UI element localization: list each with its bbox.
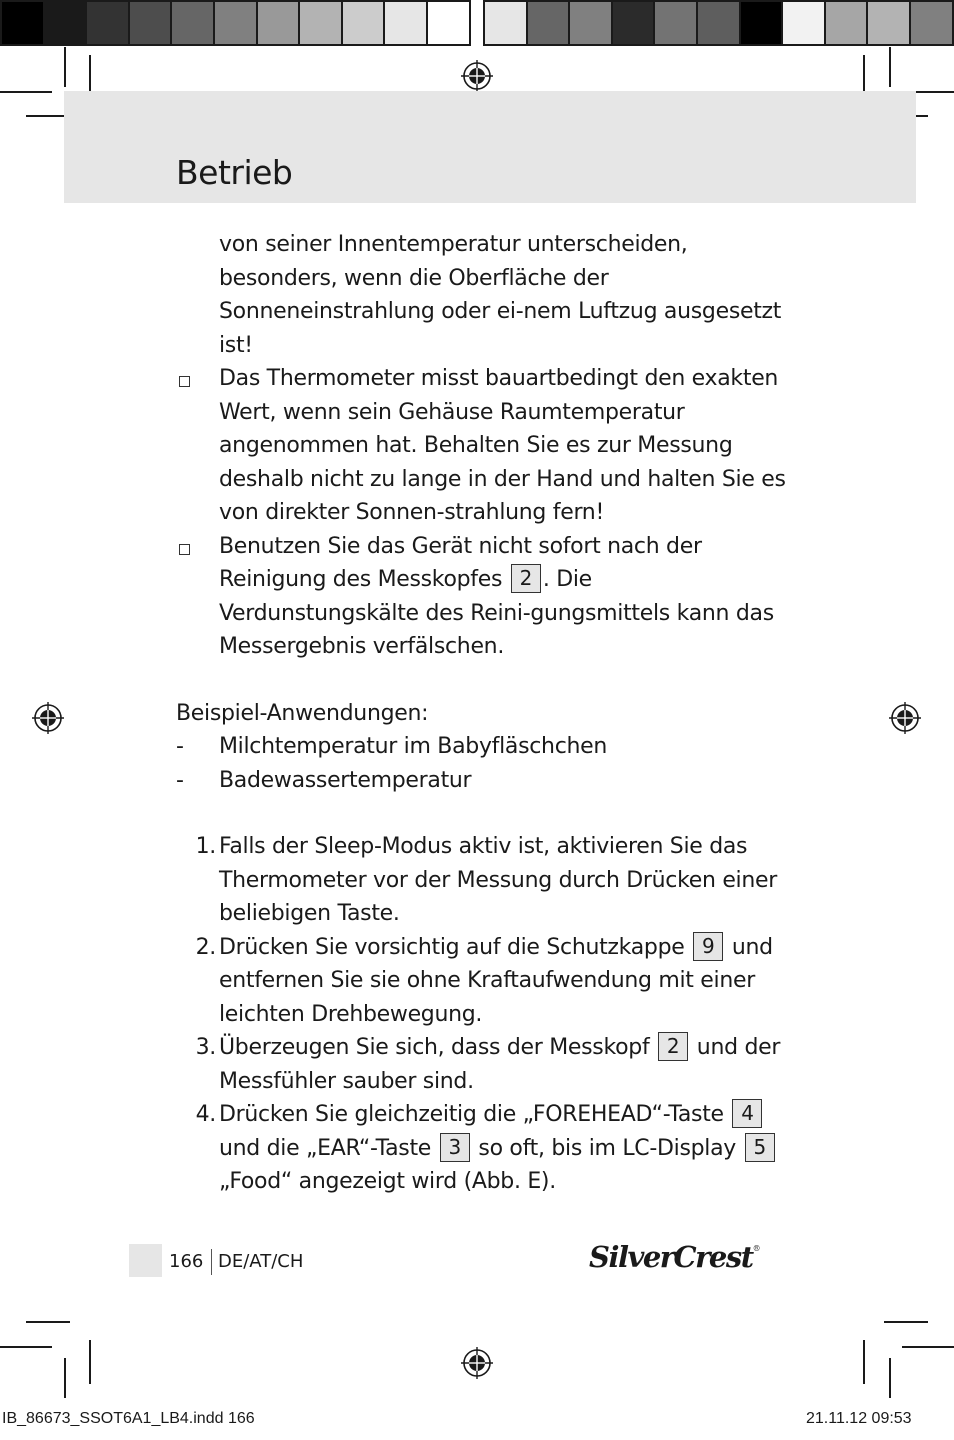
- step-text: Drücken Sie vorsichtig auf die Schutzkappe: [219, 934, 685, 960]
- brand-logo: [589, 1240, 759, 1274]
- step-number: 3.: [195, 1035, 216, 1060]
- crop-mark: [0, 1346, 52, 1348]
- bullet-text: . Die Verdunstungskälte des Reini-gungsmittels kann das Messergebnis verfälschen.: [219, 567, 774, 659]
- color-swatch: [570, 0, 613, 46]
- registration-mark-icon: [32, 702, 64, 734]
- color-swatch: [428, 0, 471, 46]
- color-swatch: [258, 0, 301, 46]
- bullet-text: Benutzen Sie das Gerät nicht sofort nach der Reinigung des Messkopfes: [219, 533, 702, 592]
- color-swatch: [172, 0, 215, 46]
- part-reference-badge: 4: [732, 1099, 762, 1128]
- color-bar-left: [0, 0, 471, 46]
- part-reference-badge: 3: [440, 1133, 470, 1162]
- dash-bullet: -: [176, 734, 184, 759]
- language-codes: DE/AT/CH: [218, 1251, 304, 1272]
- step-item: [176, 830, 786, 931]
- page-number: 166: [169, 1249, 212, 1275]
- examples-heading: Beispiel-Anwendungen:: [176, 700, 429, 726]
- color-swatch: [130, 0, 173, 46]
- print-slug-timestamp: 21.11.12 09:53: [806, 1410, 912, 1427]
- color-swatch: [741, 0, 784, 46]
- color-swatch: [483, 0, 528, 46]
- color-swatch: [385, 0, 428, 46]
- step-text: „Food“ angezeigt wird (Abb. E).: [219, 1169, 556, 1194]
- paragraph-text: von seiner Innentemperatur unterscheiden, besonders, wenn die Oberfläche der Sonneneinstrahlung oder ei-nem Luftzug ausgesetzt ist!: [219, 232, 782, 358]
- crop-mark: [64, 1358, 66, 1398]
- crop-mark: [884, 1321, 928, 1323]
- color-swatch: [655, 0, 698, 46]
- page-title: Betrieb: [176, 153, 293, 192]
- step-text: und entfernen Sie sie ohne Kraftaufwendung mit einer leichten Drehbewegung.: [219, 934, 773, 1027]
- step-number: 1.: [195, 834, 216, 859]
- color-swatch: [528, 0, 571, 46]
- crop-mark: [64, 47, 66, 87]
- step-text: Falls der Sleep-Modus aktiv ist, aktivieren Sie das Thermometer vor der Messung durch Drücken einer beliebigen Taste.: [219, 834, 777, 926]
- example-text: Badewassertemperatur: [219, 767, 472, 793]
- print-slug-file: IB_86673_SSOT6A1_LB4.indd 166: [2, 1410, 255, 1427]
- color-swatch: [868, 0, 911, 46]
- crop-mark: [889, 1358, 891, 1398]
- color-swatch: [0, 0, 45, 46]
- step-number: 2.: [195, 934, 216, 960]
- step-text: Überzeugen Sie sich, dass der Messkopf: [219, 1035, 650, 1060]
- part-reference-badge: 5: [745, 1133, 775, 1162]
- registered-mark: ®: [752, 1244, 760, 1253]
- step-item: [176, 1031, 786, 1098]
- color-swatch: [343, 0, 386, 46]
- example-text: Milchtemperatur im Babyfläschchen: [219, 734, 608, 759]
- crop-mark: [863, 1340, 865, 1384]
- example-item: [176, 764, 786, 798]
- color-swatch: [87, 0, 130, 46]
- color-swatch: [613, 0, 656, 46]
- part-reference-badge: 2: [658, 1032, 688, 1061]
- color-swatch: [911, 0, 954, 46]
- color-swatch: [300, 0, 343, 46]
- registration-mark-icon: [461, 60, 493, 92]
- footer-tab-box: [129, 1244, 162, 1277]
- step-text: so oft, bis im LC-Display: [478, 1135, 736, 1161]
- step-number: 4.: [195, 1102, 216, 1127]
- bullet-text: Das Thermometer misst bauartbedingt den exakten Wert, wenn sein Gehäuse Raumtemperatur angenommen hat. Behalten Sie es zur Messung deshalb nicht zu lange in der Hand und halten Sie es von direkter Sonnen-strahlung fern!: [219, 366, 786, 525]
- step-text: und der Messfühler sauber sind.: [219, 1035, 781, 1094]
- crop-mark: [89, 1340, 91, 1384]
- crop-mark: [889, 47, 891, 87]
- color-swatch: [826, 0, 869, 46]
- crop-mark: [902, 1346, 954, 1348]
- bullet-item: [176, 530, 786, 664]
- part-reference-badge: 9: [693, 932, 723, 961]
- crop-mark: [0, 91, 52, 93]
- crop-mark: [26, 1321, 70, 1323]
- main-content: [176, 228, 786, 1199]
- registration-mark-icon: [461, 1347, 493, 1379]
- color-bar-right: [483, 0, 954, 46]
- paragraph-continuation: [176, 228, 786, 362]
- color-swatch: [783, 0, 826, 46]
- color-swatch: [215, 0, 258, 46]
- bullet-item: [176, 362, 786, 530]
- dash-bullet: -: [176, 767, 184, 793]
- step-item: [176, 1098, 786, 1199]
- step-item: [176, 931, 786, 1032]
- color-swatch: [45, 0, 88, 46]
- part-reference-badge: 2: [511, 564, 541, 593]
- brand-logo-text: SilverCrest: [589, 1240, 753, 1274]
- step-text: Drücken Sie gleichzeitig die „FOREHEAD“-Taste: [219, 1102, 724, 1127]
- color-swatch: [698, 0, 741, 46]
- example-item: [176, 730, 786, 764]
- step-text: und die „EAR“-Taste: [219, 1135, 432, 1161]
- registration-mark-icon: [889, 702, 921, 734]
